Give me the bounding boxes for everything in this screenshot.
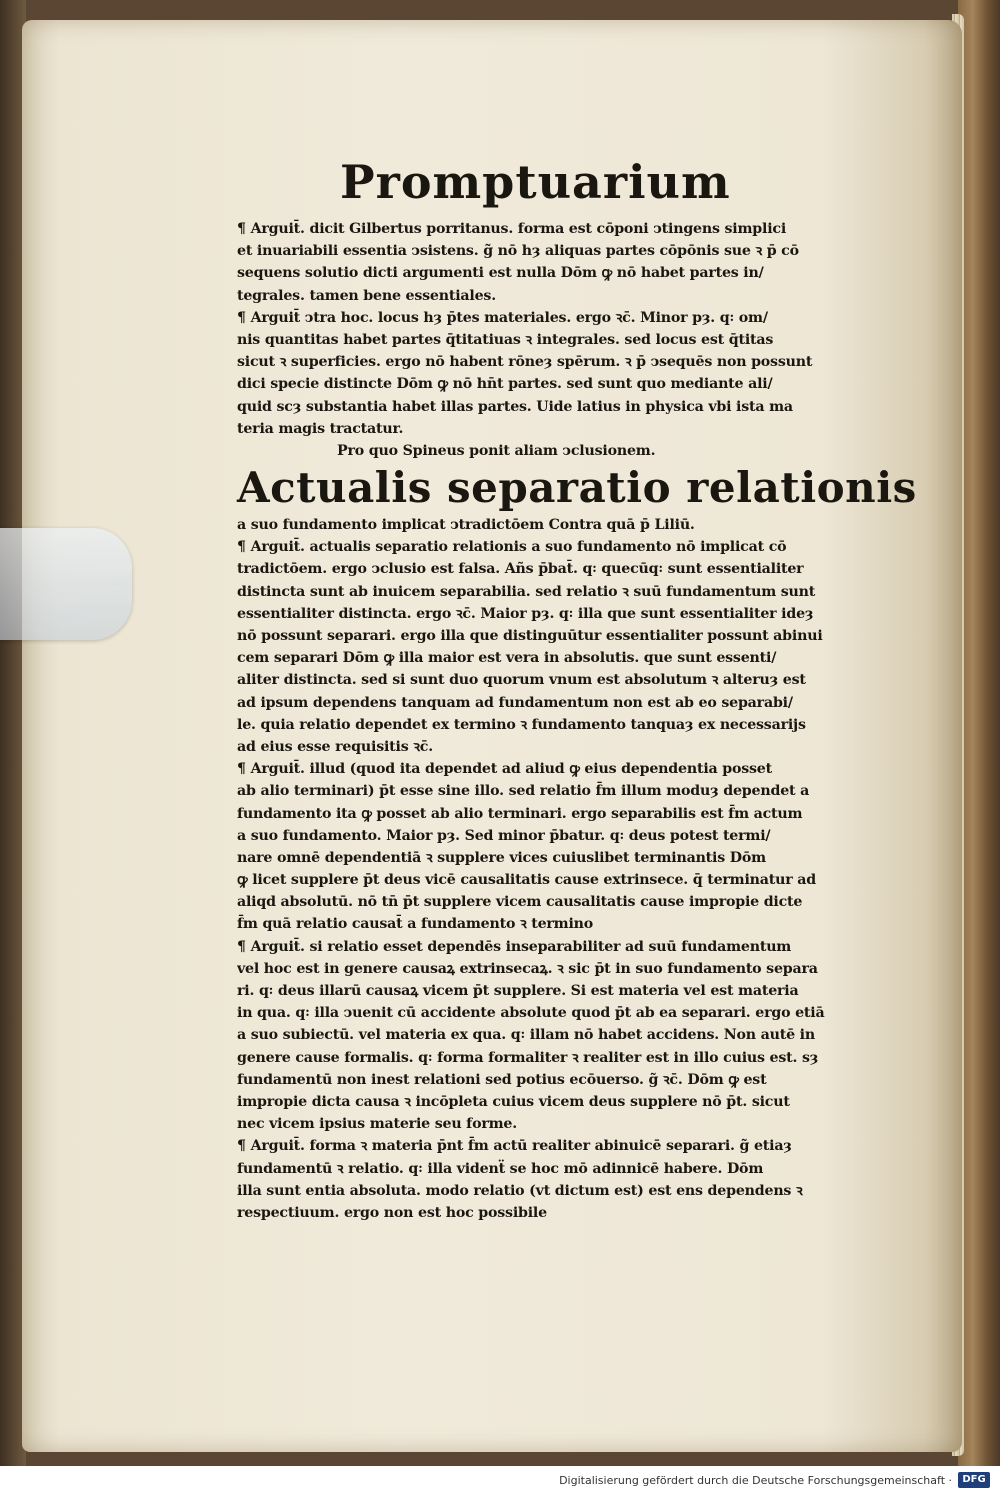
body-paragraphs xyxy=(237,218,865,462)
text-line: distincta sunt ab inuicem separabilia. sed relatio ꝛ suū fundamentum sunt xyxy=(237,583,816,600)
text-line: in qua. q꞉ illa ↄuenit cū accidente absolute quod p̄t ab ea separari. ergo etiā xyxy=(237,1005,825,1022)
text-line: respectiuum. ergo non est hoc possibile xyxy=(237,1204,547,1221)
text-line: genere cause formalis. q꞉ forma formaliter ꝛ realiter est in illo cuius est. sȝ xyxy=(237,1049,819,1066)
text-line: vel hoc est in genere causaꝝ extrinsecaꝝ. ꝛ sic p̄t in suo fundamento separa xyxy=(237,960,818,977)
text-line: fundamentū non inest relationi sed potius ecōuerso. g̃ ꝛc̄. Dōm ꝙ est xyxy=(237,1071,767,1088)
text-line: ¶ Arguit̄. forma ꝛ materia p̄nt f̄m actū realiter abinuicē separari. g̃ etiaȝ xyxy=(237,1138,792,1155)
text-line: illa sunt entia absoluta. modo relatio (vt dictum est) est ens dependens ꝛ xyxy=(237,1182,803,1199)
text-line: Pro quo Spineus ponit aliam ↄclusionem. xyxy=(337,442,656,459)
text-line: essentialiter distincta. ergo ꝛc̄. Maior pȝ. q꞉ illa que sunt essentialiter ideȝ xyxy=(237,605,814,622)
text-line: ¶ Arguit̄ ↄtra hoc. locus hȝ p̄tes materiales. ergo ꝛc̄. Minor pȝ. q꞉ om/ xyxy=(237,309,768,326)
text-line: ꝙ licet supplere p̄t deus vicē causalitatis cause extrinsece. q̄ terminatur ad xyxy=(237,872,816,889)
text-line: aliter distincta. sed si sunt duo quorum vnum est absolutum ꝛ alteruȝ est xyxy=(237,672,806,689)
text-line: nis quantitas habet partes q̄titatiuas ꝛ integrales. sed locus est q̄titas xyxy=(237,331,774,348)
running-head: Promptuarium xyxy=(340,155,731,209)
text-line: tradictōem. ergo ↄclusio est falsa. Añs p̄bat̄. q꞉ quecūq꞉ sunt essentialiter xyxy=(237,561,804,578)
text-line: impropie dicta causa ꝛ incōpleta cuius vicem deus supplere nō p̄t. sicut xyxy=(237,1093,790,1110)
text-line: f̄m quā relatio causat̄ a fundamento ꝛ termino xyxy=(237,916,594,933)
text-line: sicut ꝛ superficies. ergo nō habent rōneȝ spērum. ꝛ p̄ ↄsequēs non possunt xyxy=(237,354,813,371)
text-line: a suo fundamento. Maior pȝ. Sed minor p̄batur. q꞉ deus potest termi/ xyxy=(237,827,771,844)
text-line: ad eius esse requisitis ꝛc̄. xyxy=(237,738,433,755)
text-line: dici specie distincte Dōm ꝙ nō hn̄t partes. sed sunt quo mediante ali/ xyxy=(237,376,773,393)
text-line: nec vicem ipsius materie seu forme. xyxy=(237,1116,517,1133)
dfg-logo: DFG xyxy=(958,1472,990,1488)
footer-credit: Digitalisierung gefördert durch die Deutsche Forschungsgemeinschaft · xyxy=(559,1474,952,1487)
text-line: ¶ Arguit̄. dicit Gilbertus porritanus. forma est cōponi ↄtingens simplici xyxy=(237,221,787,237)
text-line: quid scȝ substantia habet illas partes. Uide latius in physica vbi ista ma xyxy=(237,398,793,415)
text-line: tegrales. tamen bene essentiales. xyxy=(237,287,496,304)
text-line: ¶ Arguit̄. actualis separatio relationis a suo fundamento nō implicat cō xyxy=(237,539,787,556)
text-line: nō possunt separari. ergo illa que distinguūtur essentialiter possunt abinui xyxy=(237,628,823,644)
text-line: et inuariabili essentia ↄsistens. g̃ nō hȝ aliquas partes cōpōnis sue ꝛ p̄ cō xyxy=(237,243,799,260)
main-text-block xyxy=(237,218,917,1224)
text-line: aliqd absolutū. nō tn̄ p̄t supplere vicem causalitatis cause impropie dicte xyxy=(237,894,803,911)
text-line: a suo subiectū. vel materia ex qua. q꞉ illam nō habet accidens. Non autē in xyxy=(237,1027,815,1044)
text-line: fundamento ita ꝙ posset ab alio terminari. ergo separabilis est f̄m actum xyxy=(237,805,803,822)
text-line: teria magis tractatur. xyxy=(237,420,404,437)
text-line: ad ipsum dependens tanquam ad fundamentum non est ab eo separabi/ xyxy=(237,694,793,711)
text-line: le. quia relatio dependet ex termino ꝛ fundamento tanquaȝ ex necessarijs xyxy=(237,716,806,733)
book-binding-right xyxy=(958,0,1000,1466)
text-line: ab alio terminari) p̄t esse sine illo. sed relatio f̄m illum moduȝ dependet a xyxy=(237,783,810,800)
section-heading: Actualis separatio relationis xyxy=(237,463,917,513)
text-line: cem separari Dōm ꝙ illa maior est vera in absolutis. que sunt essenti/ xyxy=(237,650,777,667)
text-line: ¶ Arguit̄. illud (quod ita dependet ad aliud ꝙ eius dependentia posset xyxy=(237,761,772,778)
text-line: nare omnē dependentiā ꝛ supplere vices cuiuslibet terminantis Dōm xyxy=(237,849,766,866)
text-line: sequens solutio dicti argumenti est nulla Dōm ꝙ nō habet partes in/ xyxy=(237,265,764,282)
text-line: ri. q꞉ deus illarū causaꝝ vicem p̄t supplere. Si est materia vel est materia xyxy=(237,983,799,999)
section-paragraphs xyxy=(237,514,865,1224)
page-tab-marker xyxy=(0,528,132,640)
text-line: a suo fundamento implicat ↄtradictōem Contra quā p̄ Liliū. xyxy=(237,517,695,534)
text-line: fundamentū ꝛ relatio. q꞉ illa videnẗ se hoc mō adinnicē habere. Dōm xyxy=(237,1160,764,1177)
text-line: ¶ Arguit̄. si relatio esset dependēs inseparabiliter ad suū fundamentum xyxy=(237,938,792,955)
